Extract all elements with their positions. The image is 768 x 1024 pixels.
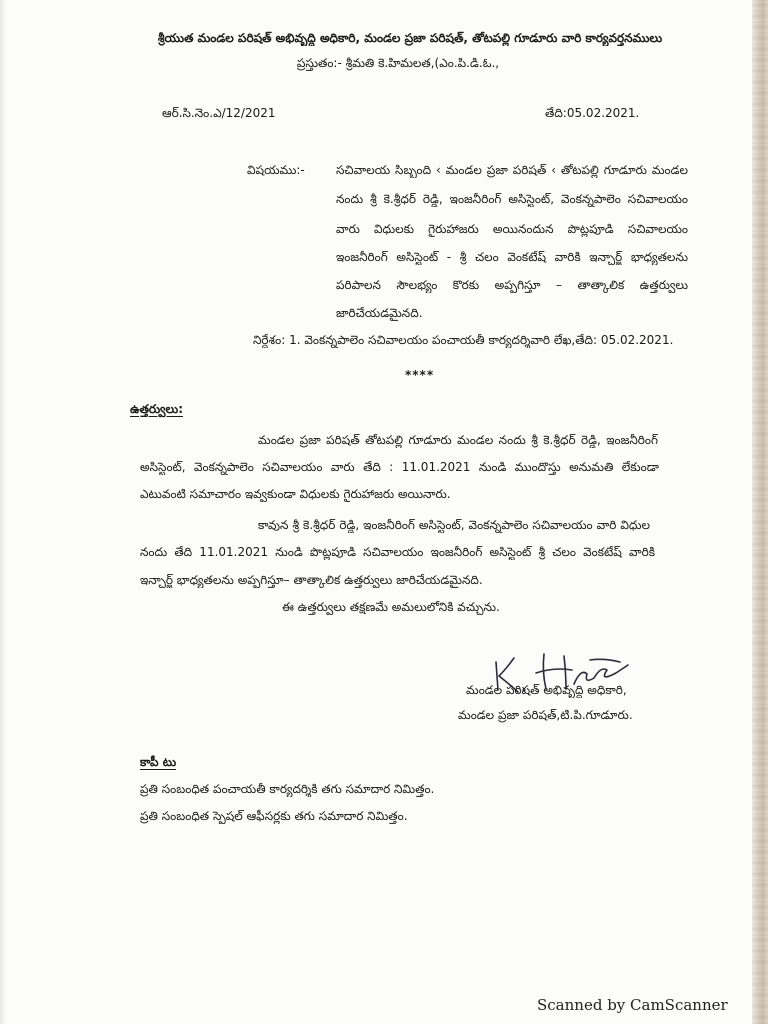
present-officer: ప్రస్తుతం:- శ్రీమతి కె.హిమలత,(ఎం.పి.డి.ఓ., (296, 56, 500, 70)
reference-date: తేది:05.02.2021. (545, 106, 640, 120)
signatory-office: మండల ప్రజా పరిషత్,టి.పి.గూడూరు. (458, 708, 633, 722)
signatory-designation: మండల పరిషత్ అభివృద్ధి అధికారి, (466, 683, 627, 697)
subject-line: పరిపాలన సౌలభ్యం కొరకు అప్పగిస్తూ – తాత్కాలిక ఉత్తర్వులు (336, 278, 688, 292)
copy-to-heading: కాపీ టు (140, 755, 177, 769)
orders-paragraph-line: ఇన్చార్జ్ భాధ్యతలను అప్పగిస్తూ– తాత్కాలిక ఉత్తర్వులు జారిచేయడమైనది. (140, 573, 483, 587)
subject-line: ఇంజనీరింగ్ అసిస్టెంట్ - శ్రీ చలం వెంకటేష్ వారికి ఇన్చార్జ్ భాధ్యతలను (336, 250, 688, 264)
subject-line: జారిచేయడమైనది. (336, 306, 423, 320)
orders-paragraph-line: కావున శ్రీ కె.శ్రీధర్ రెడ్డి, ఇంజనీరింగ్ అసిస్టెంట్, వెంకన్నపాలెం సచివాలయం వారి విధుల (258, 518, 650, 532)
scan-right-edge (752, 0, 768, 1024)
orders-paragraph-line: ఎటువంటి సమాచారం ఇవ్వకుండా విధులకు గైరుహాజరు అయినారు. (140, 487, 451, 501)
orders-paragraph-line: మండల ప్రజా పరిషత్ తోటపల్లి గూడూరు మండల నందు శ్రీ కె.శ్రీధర్ రెడ్డి, ఇంజనీరింగ్ (258, 433, 658, 447)
separator-stars: **** (405, 368, 435, 382)
reference-number: ఆర్.సి.నెం.ఎ/12/2021 (162, 106, 276, 120)
subject-label: విషయము:- (247, 163, 305, 177)
orders-closing: ఈ ఉత్తర్వులు తక్షణమే అమలులోనికి వచ్చును. (282, 600, 500, 614)
orders-paragraph-line: అసిస్టెంట్, వెంకన్నపాలెం సచివాలయం వారు తేది : 11.01.2021 నుండి ముందొస్తు అనుమతి లేకుండా (140, 460, 659, 474)
subject-line: సచివాలయ సిబ్బంది ‹ మండల ప్రజా పరిషత్ ‹ తోటపల్లి గూడూరు మండల (336, 163, 688, 177)
subject-line: వారు విధులకు గైరుహాజరు అయినందున పొట్లపూడి సచివాలయం (336, 222, 688, 236)
scan-left-edge (0, 0, 6, 1024)
copy-to-item: ప్రతి సంబంధిత పంచాయతీ కార్యదర్శికి తగు సమాదార నిమిత్తం. (140, 782, 435, 796)
orders-paragraph-line: నందు తేది 11.01.2021 నుండి పొట్లపూడి సచివాలయం ఇంజనీరింగ్ అసిస్టెంట్ శ్రీ చలం వెంకటేష్ వారికి (140, 545, 655, 559)
scanner-watermark: Scanned by CamScanner (537, 996, 728, 1014)
office-title: శ్రీయుత మండల పరిషత్ అభివృద్ధి అధికారి, మండల ప్రజా పరిషత్, తోటపల్లి గూడూరు వారి కార్యవర్తనములు (157, 31, 663, 45)
orders-heading: ఉత్తర్వులు: (130, 402, 184, 416)
instruction-reference: నిర్దేశం: 1. వెంకన్నపాలెం సచివాలయం పంచాయతీ కార్యదర్శివారి లేఖ,తేది: 05.02.2021. (253, 333, 674, 347)
copy-to-item: ప్రతి సంబంధిత స్పెషల్ ఆఫీసర్లకు తగు సమాదార నిమిత్తం. (140, 809, 408, 823)
subject-line: నందు శ్రీ కె.శ్రీధర్ రెడ్డి, ఇంజనీరింగ్ అసిస్టెంట్, వెంకన్నపాలెం సచివాలయం (336, 192, 688, 206)
